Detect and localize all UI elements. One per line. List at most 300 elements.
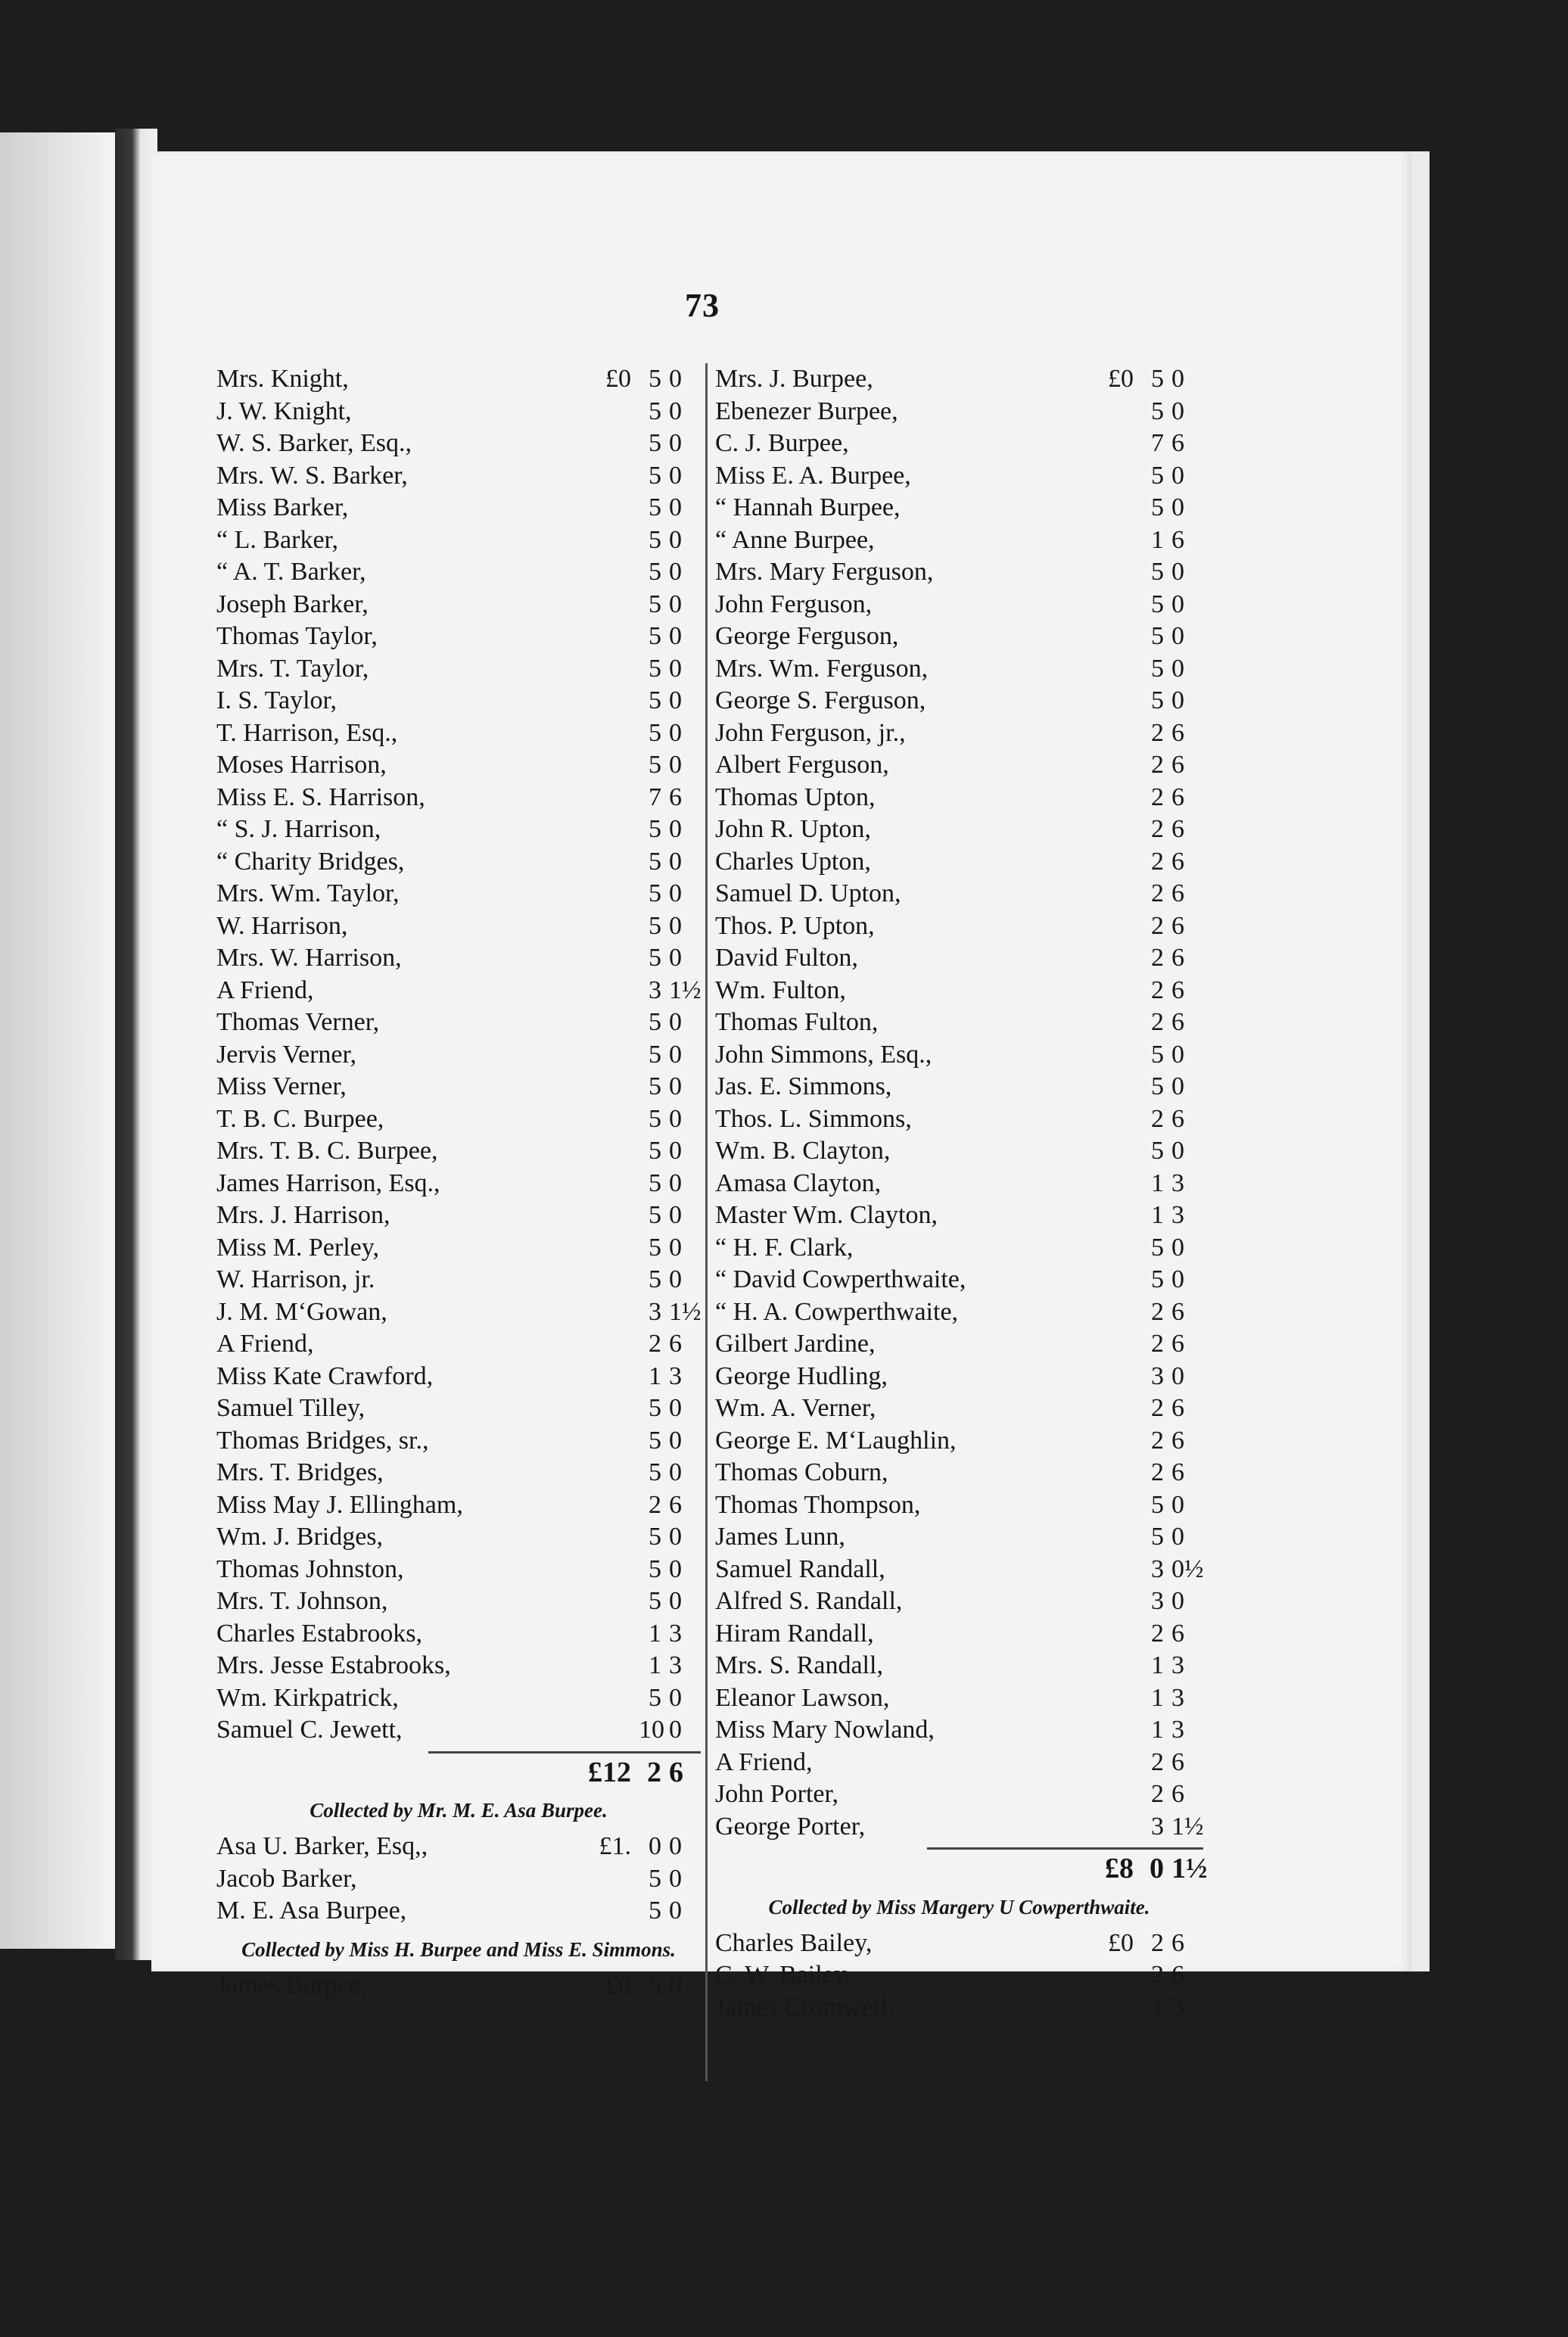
amount-shillings: 5 <box>649 493 661 521</box>
subscriber-name: Mrs. Jesse Estabrooks, <box>216 1651 451 1679</box>
subscriber-name: “ David Cowperthwaite, <box>715 1265 966 1293</box>
subscriber-row <box>715 1296 1203 1329</box>
subscriber-row <box>715 878 1203 910</box>
subscriber-name: James Cromwell, <box>715 1993 894 2021</box>
subscriber-name: Alfred S. Randall, <box>715 1587 903 1615</box>
amount-shillings: 5 <box>649 461 661 490</box>
subscriber-name: Jervis Verner, <box>216 1040 356 1069</box>
amount-shillings: 5 <box>649 718 661 747</box>
amount-shillings: 3 <box>1151 1554 1164 1583</box>
subscriber-row <box>715 1264 1203 1296</box>
subscriber-row <box>715 396 1203 428</box>
subscriber-name: J. M. M‘Gowan, <box>216 1297 387 1326</box>
amount-shillings: 1 <box>1151 1716 1164 1744</box>
amount-shillings: 5 <box>649 1040 661 1069</box>
subscriber-row <box>715 1168 1203 1200</box>
subscriber-name: Mrs. W. Harrison, <box>216 944 402 972</box>
subscriber-row <box>216 1328 701 1361</box>
section-heading: Collected by Miss H. Burpee and Miss E. Simmons. <box>241 1937 676 1961</box>
amount-pence: 0 <box>669 590 682 618</box>
subscriber-name: “ Charity Bridges, <box>216 847 405 876</box>
subscriber-row <box>715 1747 1203 1779</box>
amount-pence: 0 <box>669 751 682 779</box>
subscriber-name: Miss E. S. Harrison, <box>216 783 425 811</box>
amount-pence: 0 <box>1171 461 1184 490</box>
amount-shillings: 2 <box>1151 1780 1164 1808</box>
amount-shillings: 1 <box>1151 1993 1164 2021</box>
subscriber-name: Thomas Upton, <box>715 783 876 811</box>
amount-pence: 3 <box>669 1651 682 1679</box>
subscriber-row <box>715 1457 1203 1489</box>
subscriber-row <box>216 1970 701 2002</box>
subscriber-name: Thomas Bridges, sr., <box>216 1426 429 1455</box>
subscriber-name: Charles Estabrooks, <box>216 1619 422 1648</box>
amount-shillings: 5 <box>649 1201 661 1229</box>
subscriber-row <box>715 1959 1203 1992</box>
subscriber-name: James Lunn, <box>715 1523 845 1551</box>
total-row <box>715 1853 1208 1885</box>
amount-pence: 6 <box>1171 1394 1184 1422</box>
amount-pence: 6 <box>1171 911 1184 940</box>
amount-pence: 6 <box>1171 1928 1184 1957</box>
amount-shillings: 5 <box>1151 493 1164 521</box>
amount-pence: 0 <box>669 558 682 586</box>
subscriber-row <box>715 1071 1203 1103</box>
total-pounds: £12 <box>588 1756 631 1788</box>
amount-pence: 3 <box>669 1619 682 1648</box>
subscriber-name: Jacob Barker, <box>216 1864 357 1893</box>
subscriber-row <box>715 1992 1203 2024</box>
amount-shillings: 1 <box>1151 1201 1164 1229</box>
amount-pence: 0 <box>669 1832 682 1860</box>
total-rule <box>428 1751 701 1754</box>
amount-pence: 3 <box>1171 1651 1184 1679</box>
subscriber-name: Thomas Johnston, <box>216 1554 404 1583</box>
amount-shillings: 5 <box>1151 686 1164 714</box>
subscriber-name: C. J. Burpee, <box>715 429 849 457</box>
amount-pence: 0 <box>669 944 682 972</box>
subscriber-row <box>216 717 701 750</box>
subscriber-row <box>715 814 1203 846</box>
subscriber-name: “ A. T. Barker, <box>216 558 366 586</box>
subscriber-row <box>715 1682 1203 1715</box>
amount-pence: 0 <box>669 815 682 843</box>
subscriber-name: Thos. L. Simmons, <box>715 1104 912 1133</box>
subscriber-name: “ H. F. Clark, <box>715 1233 854 1262</box>
amount-pence: 0 <box>669 718 682 747</box>
amount-shillings: 2 <box>1151 718 1164 747</box>
subscriber-row <box>715 363 1203 396</box>
subscriber-row <box>216 363 701 396</box>
subscriber-name: Wm. Kirkpatrick, <box>216 1683 399 1712</box>
subscriber-row <box>216 1168 701 1200</box>
amount-pence: 0 <box>1171 1265 1184 1293</box>
subscriber-row <box>216 1863 701 1896</box>
subscriber-name: Miss May J. Ellingham, <box>216 1490 463 1519</box>
amount-pence: 6 <box>1171 525 1184 554</box>
amount-shillings: 3 <box>1151 1587 1164 1615</box>
amount-pence: 0 <box>669 1168 682 1197</box>
amount-pounds: £1. <box>599 1832 631 1860</box>
amount-pence: 6 <box>1171 718 1184 747</box>
subscriber-name: I. S. Taylor, <box>216 686 338 714</box>
amount-shillings: 2 <box>1151 847 1164 876</box>
amount-pence: 6 <box>1171 1330 1184 1358</box>
amount-pence: 6 <box>1171 944 1184 972</box>
amount-shillings: 2 <box>1151 1008 1164 1036</box>
page-number: 73 <box>685 287 720 324</box>
subscriber-name: Mrs. J. Burpee, <box>715 365 873 393</box>
amount-shillings: 3 <box>1151 1812 1164 1841</box>
subscriber-name: Mrs. J. Harrison, <box>216 1201 390 1229</box>
amount-pence: 6 <box>1171 879 1184 907</box>
amount-pence: 3 <box>1171 1168 1184 1197</box>
subscriber-row <box>715 910 1203 943</box>
amount-shillings: 7 <box>649 783 661 811</box>
amount-pence: 6 <box>1171 815 1184 843</box>
subscriber-name: T. B. C. Burpee, <box>216 1104 384 1133</box>
subscriber-row <box>715 942 1203 975</box>
amount-shillings: 7 <box>1151 429 1164 457</box>
amount-pence: 0 <box>1171 1361 1184 1390</box>
amount-pence: 0 <box>669 1008 682 1036</box>
amount-shillings: 3 <box>1151 1361 1164 1390</box>
amount-shillings: 5 <box>1151 1265 1164 1293</box>
subscriber-row <box>715 1650 1203 1682</box>
amount-pence: 0 <box>1171 397 1184 425</box>
subscriber-name: Samuel D. Upton, <box>715 879 901 907</box>
amount-shillings: 5 <box>649 944 661 972</box>
subscriber-row <box>715 846 1203 879</box>
amount-shillings: 1 <box>1151 525 1164 554</box>
amount-pence: 0 <box>669 1971 682 1999</box>
subscriber-name: Wm. Fulton, <box>715 976 846 1004</box>
subscriber-row <box>715 1007 1203 1039</box>
subscriber-name: Asa U. Barker, Esq,, <box>216 1832 428 1860</box>
subscriber-name: Miss Kate Crawford, <box>216 1361 434 1390</box>
facing-page-edge <box>0 132 115 1949</box>
subscriber-name: W. Harrison, jr. <box>216 1265 375 1293</box>
subscriber-name: Ebenezer Burpee, <box>715 397 898 425</box>
amount-shillings: 0 <box>649 1832 661 1860</box>
subscriber-name: John Ferguson, <box>715 590 873 618</box>
amount-shillings: 5 <box>649 429 661 457</box>
subscriber-row <box>216 846 701 879</box>
subscriber-row <box>216 1831 701 1863</box>
amount-shillings: 5 <box>649 1394 661 1422</box>
total-row <box>216 1757 701 1789</box>
subscriber-name: James Harrison, Esq., <box>216 1168 440 1197</box>
amount-pence: 0 <box>669 493 682 521</box>
amount-pence: 0 <box>669 1864 682 1893</box>
amount-shillings: 5 <box>649 1265 661 1293</box>
subscriber-name: Mrs. Wm. Taylor, <box>216 879 400 907</box>
subscriber-name: Thomas Thompson, <box>715 1490 921 1519</box>
amount-shillings: 5 <box>649 1168 661 1197</box>
amount-shillings: 5 <box>649 1458 661 1486</box>
subscriber-name: Hiram Randall, <box>715 1619 874 1648</box>
amount-shillings: 5 <box>649 558 661 586</box>
subscriber-name: Thomas Fulton, <box>715 1008 879 1036</box>
subscriber-name: Moses Harrison, <box>216 751 387 779</box>
subscriber-row <box>715 653 1203 686</box>
amount-pence: 6 <box>1171 1104 1184 1133</box>
amount-pence: 6 <box>1171 751 1184 779</box>
amount-shillings: 5 <box>1151 365 1164 393</box>
amount-shillings: 5 <box>649 590 661 618</box>
amount-pence: 0 <box>1171 1523 1184 1551</box>
subscriber-name: Wm. J. Bridges, <box>216 1523 384 1551</box>
amount-pence: 3 <box>1171 1683 1184 1712</box>
subscriber-row <box>216 1457 701 1489</box>
subscriber-row <box>715 524 1203 557</box>
amount-shillings: 5 <box>1151 1523 1164 1551</box>
subscriber-row <box>216 782 701 814</box>
subscriber-row <box>715 1778 1203 1811</box>
subscription-list <box>715 363 1203 1843</box>
amount-pence: 6 <box>1171 1426 1184 1455</box>
amount-shillings: 2 <box>1151 815 1164 843</box>
total-pounds: £8 <box>1105 1853 1134 1884</box>
subscriber-row <box>715 1232 1203 1265</box>
amount-shillings: 5 <box>649 847 661 876</box>
amount-shillings: 5 <box>1151 1072 1164 1100</box>
section-heading: Collected by Miss Margery U Cowperthwaite. <box>768 1895 1150 1918</box>
subscriber-name: Jas. E. Simmons, <box>715 1072 892 1100</box>
amount-pounds: £0 <box>605 1971 631 1999</box>
subscriber-name: Albert Ferguson, <box>715 751 889 779</box>
subscriber-row <box>715 1039 1203 1072</box>
amount-shillings: 5 <box>1151 654 1164 683</box>
subscriber-name: T. Harrison, Esq., <box>216 718 398 747</box>
amount-pence: 0 <box>669 911 682 940</box>
amount-pence: 6 <box>1171 429 1184 457</box>
amount-shillings: 2 <box>1151 1330 1164 1358</box>
amount-shillings: 3 <box>649 1297 661 1326</box>
amount-shillings: 1 <box>1151 1168 1164 1197</box>
subscriber-name: Thomas Verner, <box>216 1008 380 1036</box>
amount-shillings: 2 <box>1151 911 1164 940</box>
amount-pence: 0 <box>669 654 682 683</box>
subscriber-name: Charles Bailey, <box>715 1928 873 1957</box>
subscriber-name: Thomas Taylor, <box>216 622 378 650</box>
amount-pence: 0 <box>669 1554 682 1583</box>
amount-shillings: 5 <box>1151 461 1164 490</box>
section-heading: Collected by Mr. M. E. Asa Burpee. <box>310 1799 608 1822</box>
subscriber-name: Amasa Clayton, <box>715 1168 882 1197</box>
subscriber-row <box>715 749 1203 782</box>
amount-pence: 0 <box>669 622 682 650</box>
amount-shillings: 5 <box>649 815 661 843</box>
subscriber-name: Mrs. T. Taylor, <box>216 654 369 683</box>
subscriber-row <box>715 975 1203 1007</box>
subscriber-name: C. W. Bailey, <box>715 1961 852 1989</box>
amount-pence: 0 <box>669 879 682 907</box>
amount-shillings: 5 <box>649 751 661 779</box>
amount-pence: 0 <box>1171 1072 1184 1100</box>
amount-pence: 6 <box>669 1490 682 1519</box>
subscriber-name: “ Hannah Burpee, <box>715 493 901 521</box>
amount-shillings: 2 <box>1151 1394 1164 1422</box>
amount-shillings: 2 <box>1151 1619 1164 1648</box>
subscriber-name: Samuel Tilley, <box>216 1394 366 1422</box>
amount-shillings: 5 <box>649 911 661 940</box>
subscriber-row <box>216 1296 701 1329</box>
subscriber-name: George Ferguson, <box>715 622 899 650</box>
amount-pence: 6 <box>1171 976 1184 1004</box>
subscriber-name: A Friend, <box>216 1330 314 1358</box>
amount-shillings: 1 <box>649 1361 661 1390</box>
subscriber-row <box>216 524 701 557</box>
amount-pence: 6 <box>1171 1008 1184 1036</box>
amount-shillings: 5 <box>649 365 661 393</box>
amount-pence: 0 <box>669 1716 682 1744</box>
amount-pence: 0 <box>1171 1587 1184 1615</box>
subscriber-name: Miss Mary Nowland, <box>715 1716 935 1744</box>
amount-shillings: 5 <box>1151 1137 1164 1165</box>
amount-pence: 6 <box>1171 783 1184 811</box>
amount-pence: 6 <box>1171 1961 1184 1989</box>
subscriber-name: Thos. P. Upton, <box>715 911 875 940</box>
subscriber-row <box>216 1618 701 1651</box>
amount-pence: 0 <box>669 1137 682 1165</box>
subscriber-row <box>216 975 701 1007</box>
subscriber-name: “ Anne Burpee, <box>715 525 875 554</box>
amount-pence: 6 <box>1171 1747 1184 1776</box>
subscriber-row <box>216 1554 701 1586</box>
amount-shillings: 2 <box>1151 1104 1164 1133</box>
subscriber-name: “ S. J. Harrison, <box>216 815 381 843</box>
amount-pence: 3 <box>1171 1201 1184 1229</box>
subscriber-name: George S. Ferguson, <box>715 686 926 714</box>
subscriber-row <box>715 1328 1203 1361</box>
subscriber-row <box>715 1585 1203 1618</box>
subscriber-name: Mrs. S. Randall, <box>715 1651 883 1679</box>
subscriber-row <box>216 1393 701 1425</box>
amount-shillings: 5 <box>649 1523 661 1551</box>
amount-shillings: 5 <box>649 1897 661 1925</box>
amount-pence: 6 <box>669 1330 682 1358</box>
amount-pounds: £0 <box>605 365 631 393</box>
amount-shillings: 5 <box>649 1683 661 1712</box>
subscriber-row <box>715 1714 1203 1747</box>
subscriber-name: Master Wm. Clayton, <box>715 1201 938 1229</box>
subscriber-row <box>715 492 1203 524</box>
amount-pence: 6 <box>1171 1297 1184 1326</box>
amount-shillings: 2 <box>1151 783 1164 811</box>
subscriber-row <box>216 1489 701 1522</box>
subscriber-row <box>216 910 701 943</box>
subscriber-row <box>715 782 1203 814</box>
amount-shillings: 5 <box>649 1864 661 1893</box>
column-divider <box>705 363 708 2081</box>
amount-shillings: 2 <box>1151 879 1164 907</box>
subscriber-name: Wm. A. Verner, <box>715 1394 876 1422</box>
subscriber-name: Mrs. T. Bridges, <box>216 1458 384 1486</box>
subscriber-row <box>216 653 701 686</box>
amount-pence: 6 <box>669 783 682 811</box>
subscriber-row <box>715 1103 1203 1136</box>
subscriber-row <box>216 1425 701 1458</box>
subscriber-name: Wm. B. Clayton, <box>715 1137 891 1165</box>
subscriber-row <box>216 1007 701 1039</box>
subscriber-name: Miss Barker, <box>216 493 349 521</box>
amount-pence: 0 <box>669 397 682 425</box>
total-shillings: 2 <box>647 1756 661 1788</box>
subscriber-name: Charles Upton, <box>715 847 871 876</box>
subscriber-row <box>715 685 1203 717</box>
amount-shillings: 5 <box>649 525 661 554</box>
subscriber-name: George Porter, <box>715 1812 866 1841</box>
amount-pounds: £0 <box>1108 1928 1134 1957</box>
subscriber-row <box>216 1103 701 1136</box>
subscriber-row <box>216 814 701 846</box>
right-column <box>715 363 1208 2024</box>
subscriber-row <box>216 1039 701 1072</box>
amount-shillings: 5 <box>649 879 661 907</box>
subscriber-row <box>715 1425 1203 1458</box>
amount-pounds: £0 <box>1108 365 1134 393</box>
subscriber-name: M. E. Asa Burpee, <box>216 1897 407 1925</box>
subscriber-row <box>715 556 1203 589</box>
subscriber-row <box>715 1811 1203 1844</box>
amount-pence: 0 <box>669 461 682 490</box>
subscriber-row <box>216 1200 701 1232</box>
amount-shillings: 10 <box>639 1716 664 1744</box>
amount-pence: 3 <box>1171 1716 1184 1744</box>
subscriber-name: Mrs. W. S. Barker, <box>216 461 408 490</box>
subscriber-name: George Hudling, <box>715 1361 888 1390</box>
subscription-list <box>216 1970 701 2002</box>
total-pence: 1½ <box>1171 1853 1208 1884</box>
amount-pence: 3 <box>669 1361 682 1390</box>
amount-shillings: 5 <box>1151 397 1164 425</box>
amount-shillings: 3 <box>649 976 661 1004</box>
subscriber-row <box>216 428 701 460</box>
subscriber-name: Mrs. T. B. C. Burpee, <box>216 1137 438 1165</box>
amount-pence: 0 <box>669 1394 682 1422</box>
total-pence: 6 <box>669 1756 683 1788</box>
subscriber-row <box>216 685 701 717</box>
subscriber-row <box>216 589 701 621</box>
amount-shillings: 5 <box>649 1971 661 1999</box>
subscriber-name: John Simmons, Esq., <box>715 1040 932 1069</box>
amount-shillings: 1 <box>649 1651 661 1679</box>
amount-shillings: 2 <box>1151 1961 1164 1989</box>
amount-shillings: 5 <box>1151 1233 1164 1262</box>
amount-pence: 0 <box>669 1104 682 1133</box>
amount-shillings: 5 <box>649 622 661 650</box>
amount-pence: 1½ <box>1171 1812 1204 1841</box>
subscriber-row <box>216 1361 701 1393</box>
amount-shillings: 2 <box>1151 751 1164 779</box>
subscriber-row <box>216 878 701 910</box>
amount-pence: 0½ <box>1171 1554 1204 1583</box>
subscriber-row <box>715 1135 1203 1168</box>
subscriber-name: George E. M‘Laughlin, <box>715 1426 957 1455</box>
subscriber-name: Miss Verner, <box>216 1072 347 1100</box>
subscriber-name: Mrs. Mary Ferguson, <box>715 558 934 586</box>
amount-shillings: 5 <box>649 686 661 714</box>
amount-shillings: 5 <box>649 654 661 683</box>
amount-shillings: 5 <box>649 1008 661 1036</box>
amount-pence: 0 <box>669 1040 682 1069</box>
subscriber-row <box>216 1895 701 1928</box>
amount-pence: 6 <box>1171 1780 1184 1808</box>
amount-shillings: 5 <box>649 397 661 425</box>
subscriber-name: Gilbert Jardine, <box>715 1330 876 1358</box>
subscriber-row <box>216 460 701 493</box>
